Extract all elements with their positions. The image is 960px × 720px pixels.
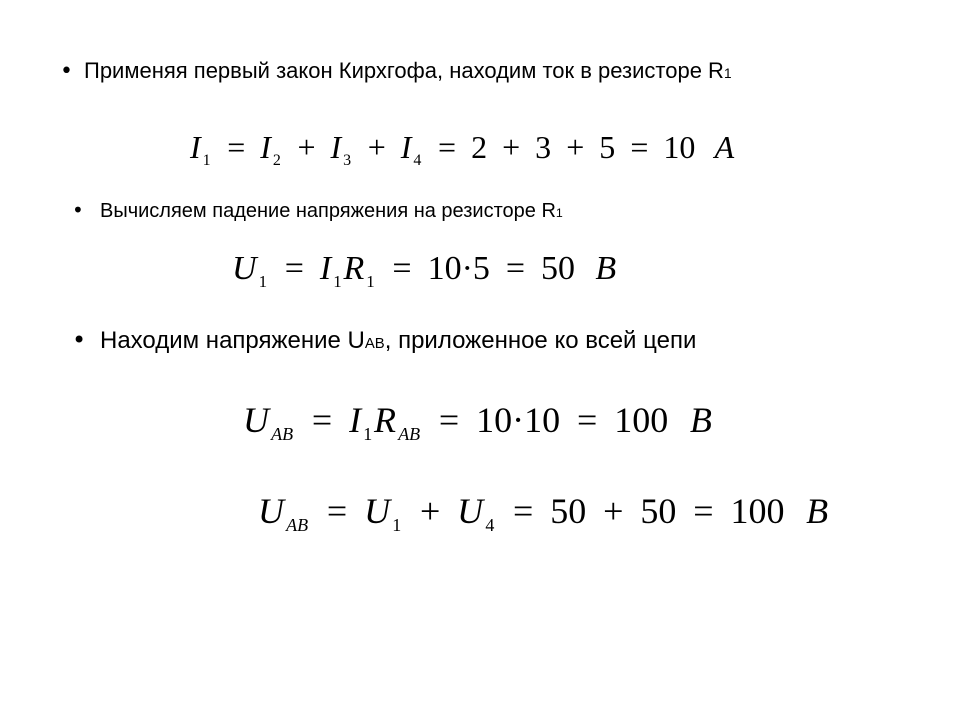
- bullet-item-voltage-drop: [72, 198, 563, 223]
- subscript: 1: [555, 206, 563, 220]
- bullet-text: Применяя первый закон Кирхгофа, находим ток в резисторе R: [84, 58, 724, 83]
- bullet-item-total-voltage: [72, 326, 696, 355]
- bullet-text-tail: , приложенное ко всей цепи: [384, 327, 697, 354]
- bullet-text: Находим напряжение U: [100, 327, 365, 354]
- subscript: AB: [364, 336, 385, 352]
- formula-voltage-ab-resistance: U $_{AB}$ = I $_1$R $_{AB}$ = 10·10 = 100 B: [243, 400, 712, 445]
- bullet-icon: •: [60, 59, 73, 84]
- bullet-icon: •: [72, 198, 84, 222]
- formula-voltage-r1: U $_1$ = I $_1$R $_1$ = 10·5 = 50 B: [232, 250, 617, 291]
- formula-current-sum: I $_1$ = I $_2$ + I $_3$ + I $_4$ = 2 + 3 + 5 = 10 A: [190, 129, 735, 170]
- bullet-text: Вычисляем падение напряжения на резисторе R: [100, 200, 556, 222]
- bullet-icon: •: [72, 326, 87, 354]
- subscript: 1: [723, 66, 732, 81]
- bullet-item-kirchhoff: [60, 58, 732, 84]
- formula-voltage-ab-sum: U $_{AB}$ = U $_1$ + U $_4$ = 50 + 50 = 100 B: [258, 491, 829, 536]
